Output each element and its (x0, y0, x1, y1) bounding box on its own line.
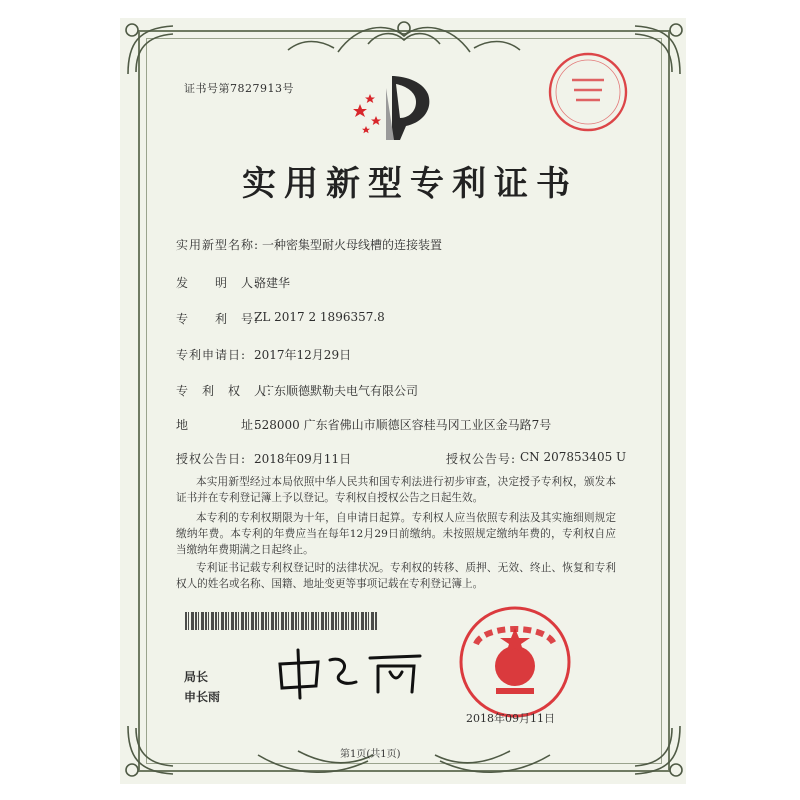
field-value-patentee: 广东顺德默勒夫电气有限公司 (262, 384, 419, 398)
field-label-inventor: 发 明 人: (176, 276, 260, 290)
barcode (185, 612, 377, 630)
field-value-application-date: 2017年12月29日 (254, 348, 352, 362)
field-value-patent-number: ZL 2017 2 1896357.8 (254, 310, 385, 324)
handwritten-signature (270, 642, 430, 702)
field-label-patentee: 专 利 权 人: (176, 384, 273, 398)
field-value-announcement-date: 2018年09月11日 (254, 452, 352, 466)
page-number: 第1页(共1页) (340, 749, 401, 760)
field-value-inventor: 骆建华 (254, 276, 291, 290)
signatory-name: 申长雨 (184, 690, 221, 704)
field-label-address: 地 址: (176, 418, 260, 432)
seal-date: 2018年09月11日 (466, 712, 555, 725)
paragraph-term: 本专利的专利权期限为十年，自申请日起算。专利权人应当依照专利法及其实施细则规定缴纳年费。本专利的年费应当在每年12月29日前缴纳。未按照规定缴纳年费的，专利权自应当缴纳年费期满之日起终止。 (176, 512, 616, 556)
signatory-title: 局长 (184, 670, 209, 684)
paragraph-grant: 本实用新型经过本局依照中华人民共和国专利法进行初步审查，决定授予专利权，颁发本证书并在专利登记簿上予以登记。专利权自授权公告之日起生效。 (176, 476, 616, 504)
certificate-number: 证书号第7827913号 (184, 82, 294, 95)
certificate-title: 实用新型专利证书 (242, 164, 578, 204)
field-value-announcement-number: CN 207853405 U (520, 450, 627, 464)
field-label-announcement-date: 授权公告日: (176, 452, 247, 466)
top-right-corner-ornament (620, 14, 690, 84)
agency-seal-stamp-icon (546, 50, 630, 134)
patent-office-logo-icon (340, 70, 450, 150)
field-label-application-date: 专利申请日: (176, 348, 247, 362)
field-value-address: 528000 广东省佛山市顺德区容桂马冈工业区金马路7号 (254, 418, 552, 432)
top-left-corner-ornament (118, 14, 188, 84)
field-label-patent-number: 专 利 号: (176, 312, 260, 326)
paragraph-legal-status: 专利证书记载专利权登记时的法律状况。专利权的转移、质押、无效、终止、恢复和专利权人的姓名或名称、国籍、地址变更等事项记载在专利登记簿上。 (176, 562, 616, 590)
official-seal-stamp-icon (440, 600, 590, 720)
field-label-announcement-number: 授权公告号: (446, 452, 517, 466)
field-label-utility-model-name: 实用新型名称: (176, 238, 260, 252)
bottom-ornament (138, 735, 670, 785)
field-value-utility-model-name: 一种密集型耐火母线槽的连接装置 (262, 238, 443, 252)
